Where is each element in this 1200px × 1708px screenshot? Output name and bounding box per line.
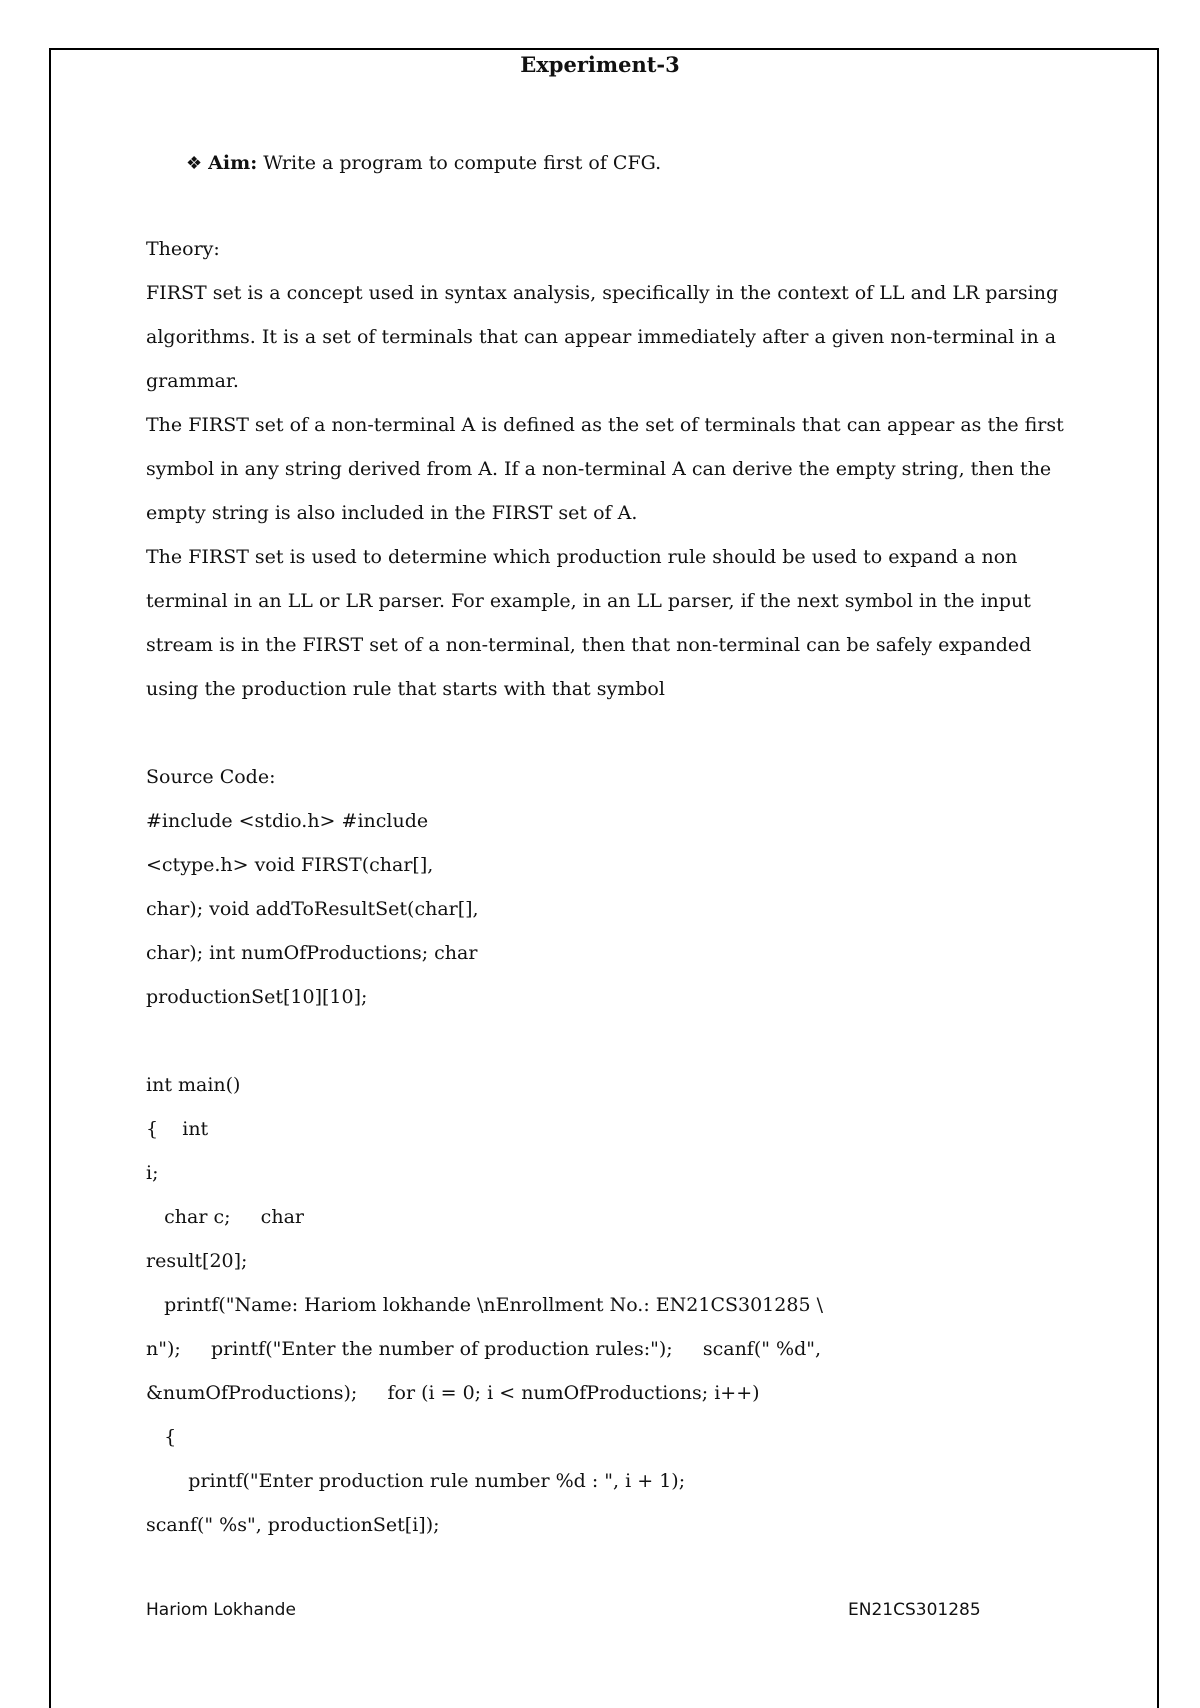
aim-line: [186, 152, 661, 174]
footer-student-name: Hariom Lokhande: [146, 1600, 296, 1620]
theory-line: stream is in the FIRST set of a non-terminal, then that non-terminal can be safely expanded: [146, 634, 1032, 656]
code-line: {: [146, 1426, 177, 1448]
aim-label: Aim:: [208, 152, 258, 174]
theory-line: symbol in any string derived from A. If a non-terminal A can derive the empty string, then the: [146, 458, 1052, 480]
theory-line: FIRST set is a concept used in syntax analysis, specifically in the context of LL and LR parsing: [146, 282, 1059, 304]
code-line: char); void addToResultSet(char[],: [146, 898, 479, 920]
code-line: <ctype.h> void FIRST(char[],: [146, 854, 434, 876]
code-line: printf("Enter production rule number %d : ", i + 1);: [146, 1470, 686, 1492]
diamond-bullet-icon: ❖: [186, 153, 203, 174]
code-line: i;: [146, 1162, 159, 1184]
theory-line: The FIRST set is used to determine which production rule should be used to expand a non: [146, 546, 1018, 568]
theory-line: terminal in an LL or LR parser. For example, in an LL parser, if the next symbol in the input: [146, 590, 1031, 612]
code-line: int main(): [146, 1074, 241, 1096]
theory-line: grammar.: [146, 370, 239, 392]
code-line: { int: [146, 1118, 209, 1140]
code-line: char c; char: [146, 1206, 304, 1228]
theory-line: using the production rule that starts with that symbol: [146, 678, 665, 700]
footer-enrollment-number: EN21CS301285: [848, 1600, 981, 1620]
code-line: scanf(" %s", productionSet[i]);: [146, 1514, 440, 1536]
theory-line: algorithms. It is a set of terminals that can appear immediately after a given non-terminal in a: [146, 326, 1057, 348]
code-line: result[20];: [146, 1250, 248, 1272]
theory-line: empty string is also included in the FIRST set of A.: [146, 502, 638, 524]
code-line: #include <stdio.h> #include: [146, 810, 429, 832]
theory-line: The FIRST set of a non-terminal A is defined as the set of terminals that can appear as the first: [146, 414, 1064, 436]
page-title: Experiment-3: [520, 52, 680, 77]
code-line: productionSet[10][10];: [146, 986, 368, 1008]
code-line: printf("Name: Hariom lokhande \nEnrollment No.: EN21CS301285 \: [146, 1294, 823, 1316]
code-line: char); int numOfProductions; char: [146, 942, 478, 964]
theory-heading: Theory:: [146, 238, 220, 260]
source-code-heading: Source Code:: [146, 766, 276, 788]
code-line: &numOfProductions); for (i = 0; i < numOfProductions; i++): [146, 1382, 760, 1404]
aim-text: Write a program to compute first of CFG.: [257, 152, 662, 174]
code-line: n"); printf("Enter the number of production rules:"); scanf(" %d",: [146, 1338, 822, 1360]
